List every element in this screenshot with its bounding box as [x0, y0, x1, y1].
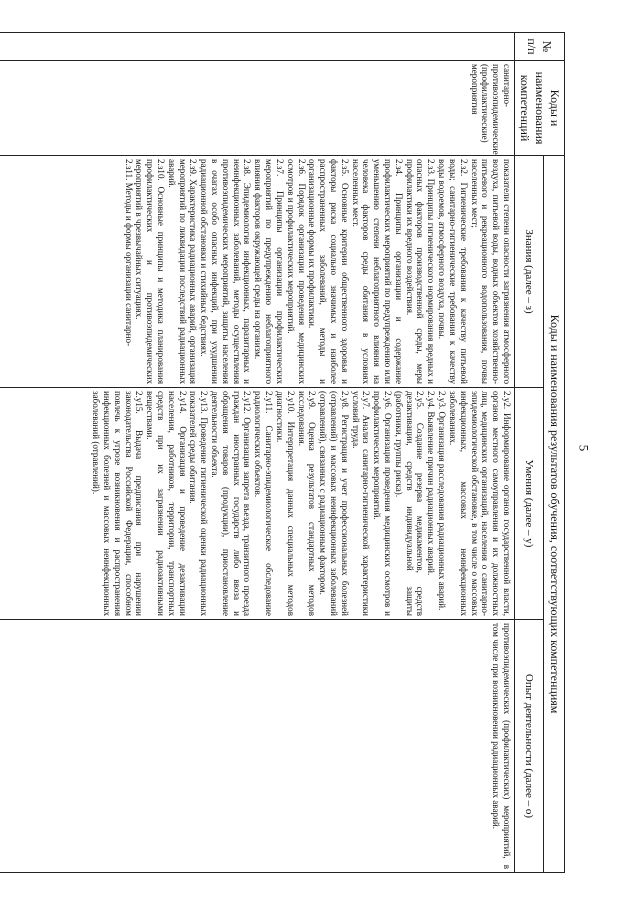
- skill-item: 2.у8. Регистрация и учет профессиональных болезней (отравлений) и массовых неинфекционных заболеваний (отравлений), связанных с радиационным фактором.: [318, 391, 350, 616]
- experience-item: противоэпидемических (профилактических) мероприятий, в том числе при возникновении радиационных аварий.: [491, 623, 512, 869]
- skill-item: 2.у11. Санитарно-эпидемиологическое обследование радиологических объектов.: [253, 391, 275, 616]
- cell-skills: [0, 388, 515, 620]
- header-knowledge: Знания (далее – з): [515, 156, 544, 388]
- skill-item: 2.у6. Организация проведения медицинских осмотров и профилактических мероприятий.: [372, 391, 394, 616]
- rotated-table-container: [0, 32, 565, 872]
- knowledge-item: 2.з7. Принципы организации профилактических мероприятий по предупреждению неблагоприятного влияния факторов окружающей среды на организм.: [253, 159, 285, 384]
- skill-item: 2.у7. Анализ санитарно-гигиенической характеристики условий труда.: [350, 391, 372, 616]
- header-experience: Опыт деятельности (далее – о): [515, 620, 544, 873]
- skill-item: 2.у2. Информирование органов государственной власти, органов местного самоуправления и их должностных лиц, медицинских организаций, населения о санитарно-эпидемиологической обстановке, в том числе о массовых инфекционных, массовых неинфекционных заболеваниях.: [447, 391, 512, 616]
- knowledge-item: 2.з4. Принципы организации и содержание профилактических мероприятий по предупреждению или уменьшению степени неблагоприятного влияния на человека факторов среды обитания в условиях населенных мест.: [350, 159, 404, 384]
- knowledge-item: 2.з6. Порядок организации проведения медицинских осмотров и профилактических мероприятий.: [285, 159, 307, 384]
- knowledge-item: 2.з3. Принципы гигиенического нормирования вредных и опасных факторов производственной среды, меры профилактики их вредного воздействия.: [404, 159, 437, 384]
- cell-competence: санитарно-противоэпидемические (профилактические) мероприятия: [0, 61, 515, 156]
- skill-item: 2.у3. Организация расследования радиационных аварий.: [437, 391, 448, 611]
- header-num: № п/п: [515, 33, 565, 61]
- skill-item: 2.у5. Создание резерва медикаментов, средств дезактивации, средств индивидуальной защиты (работники, группы риска).: [393, 391, 426, 616]
- skill-item: 2.у4. Выявление причин радиационных аварий.: [426, 391, 437, 576]
- cell-experience: [0, 620, 515, 873]
- competence-table: [0, 32, 565, 873]
- skill-item: 2.у10. Интерпретация данных специальных методов диагностики.: [274, 391, 296, 616]
- cell-num: [0, 33, 515, 61]
- cell-knowledge: [0, 156, 515, 388]
- knowledge-item: 2.з5. Основные критерии общественного здоровья и факторы риска социально значимых и наиболее распространенных заболеваний, методы и организационные формы их профилактики.: [307, 159, 350, 384]
- skill-item: 2.у13. Проведение гигиенической оценки радиационных показателей среды обитания.: [188, 391, 210, 616]
- skill-item: 2.у9. Оценка результатов стандартных методов исследования.: [296, 391, 318, 616]
- header-competence: Коды и наименования компетенций: [515, 61, 565, 156]
- skill-item: 2.у12. Организация запрета въезда, транзитного проезда граждан иностранных государств либо ввоза и обращения товаров (продукции), приостановление деятельности объекта.: [210, 391, 253, 616]
- knowledge-item: 2.з11. Методы и формы организации санитарно-: [123, 159, 134, 347]
- knowledge-item: 2.з10. Основные принципы и методика планирования профилактических и противоэпидемических мероприятий в чрезвычайных ситуациях.: [134, 159, 166, 384]
- page-number: 5: [576, 444, 592, 452]
- header-skills: Умения (далее – у): [515, 388, 544, 620]
- skill-item: 2.у15. Выдача предписания при нарушении законодательства Российской Федерации, способном повлечь к угрозе возникновения и распространения инфекционных болезней и массовых неинфекционных заболеваний (отравлений).: [91, 391, 145, 616]
- skill-item: 2.у14. Организация и проведение дезактивации населения, работников, территории, транспортных средств при их загрязнении радиоактивными веществами.: [145, 391, 188, 616]
- knowledge-item: 2.з2. Гигиенические требования к качеству питьевой воды; санитарно-гигиенические требования к качеству воды водоемов, атмосферного воздуха, почвы.: [437, 159, 469, 384]
- knowledge-item: показатели степени опасности загрязнения атмосферного воздуха, питьевой воды, водных объектов хозяйственно-питьевого и рекреационного водопользования, почвы населенных мест;: [469, 159, 512, 384]
- header-results: Коды и наименования результатов обучения, соответствующих компетенциям: [544, 156, 565, 873]
- knowledge-item: 2.з9. Характеристика радиационных аварий, организация мероприятий по ликвидации последствий радиационных аварий.: [166, 159, 199, 384]
- knowledge-item: 2.з8. Эпидемиология инфекционных, паразитарных и неинфекционных заболеваний, методы осуществления противоэпидемических мероприятий, защиты населения в очагах особо опасных инфекций, при ухудшении радиационной обстановки и стихийных бедствиях.: [199, 159, 253, 384]
